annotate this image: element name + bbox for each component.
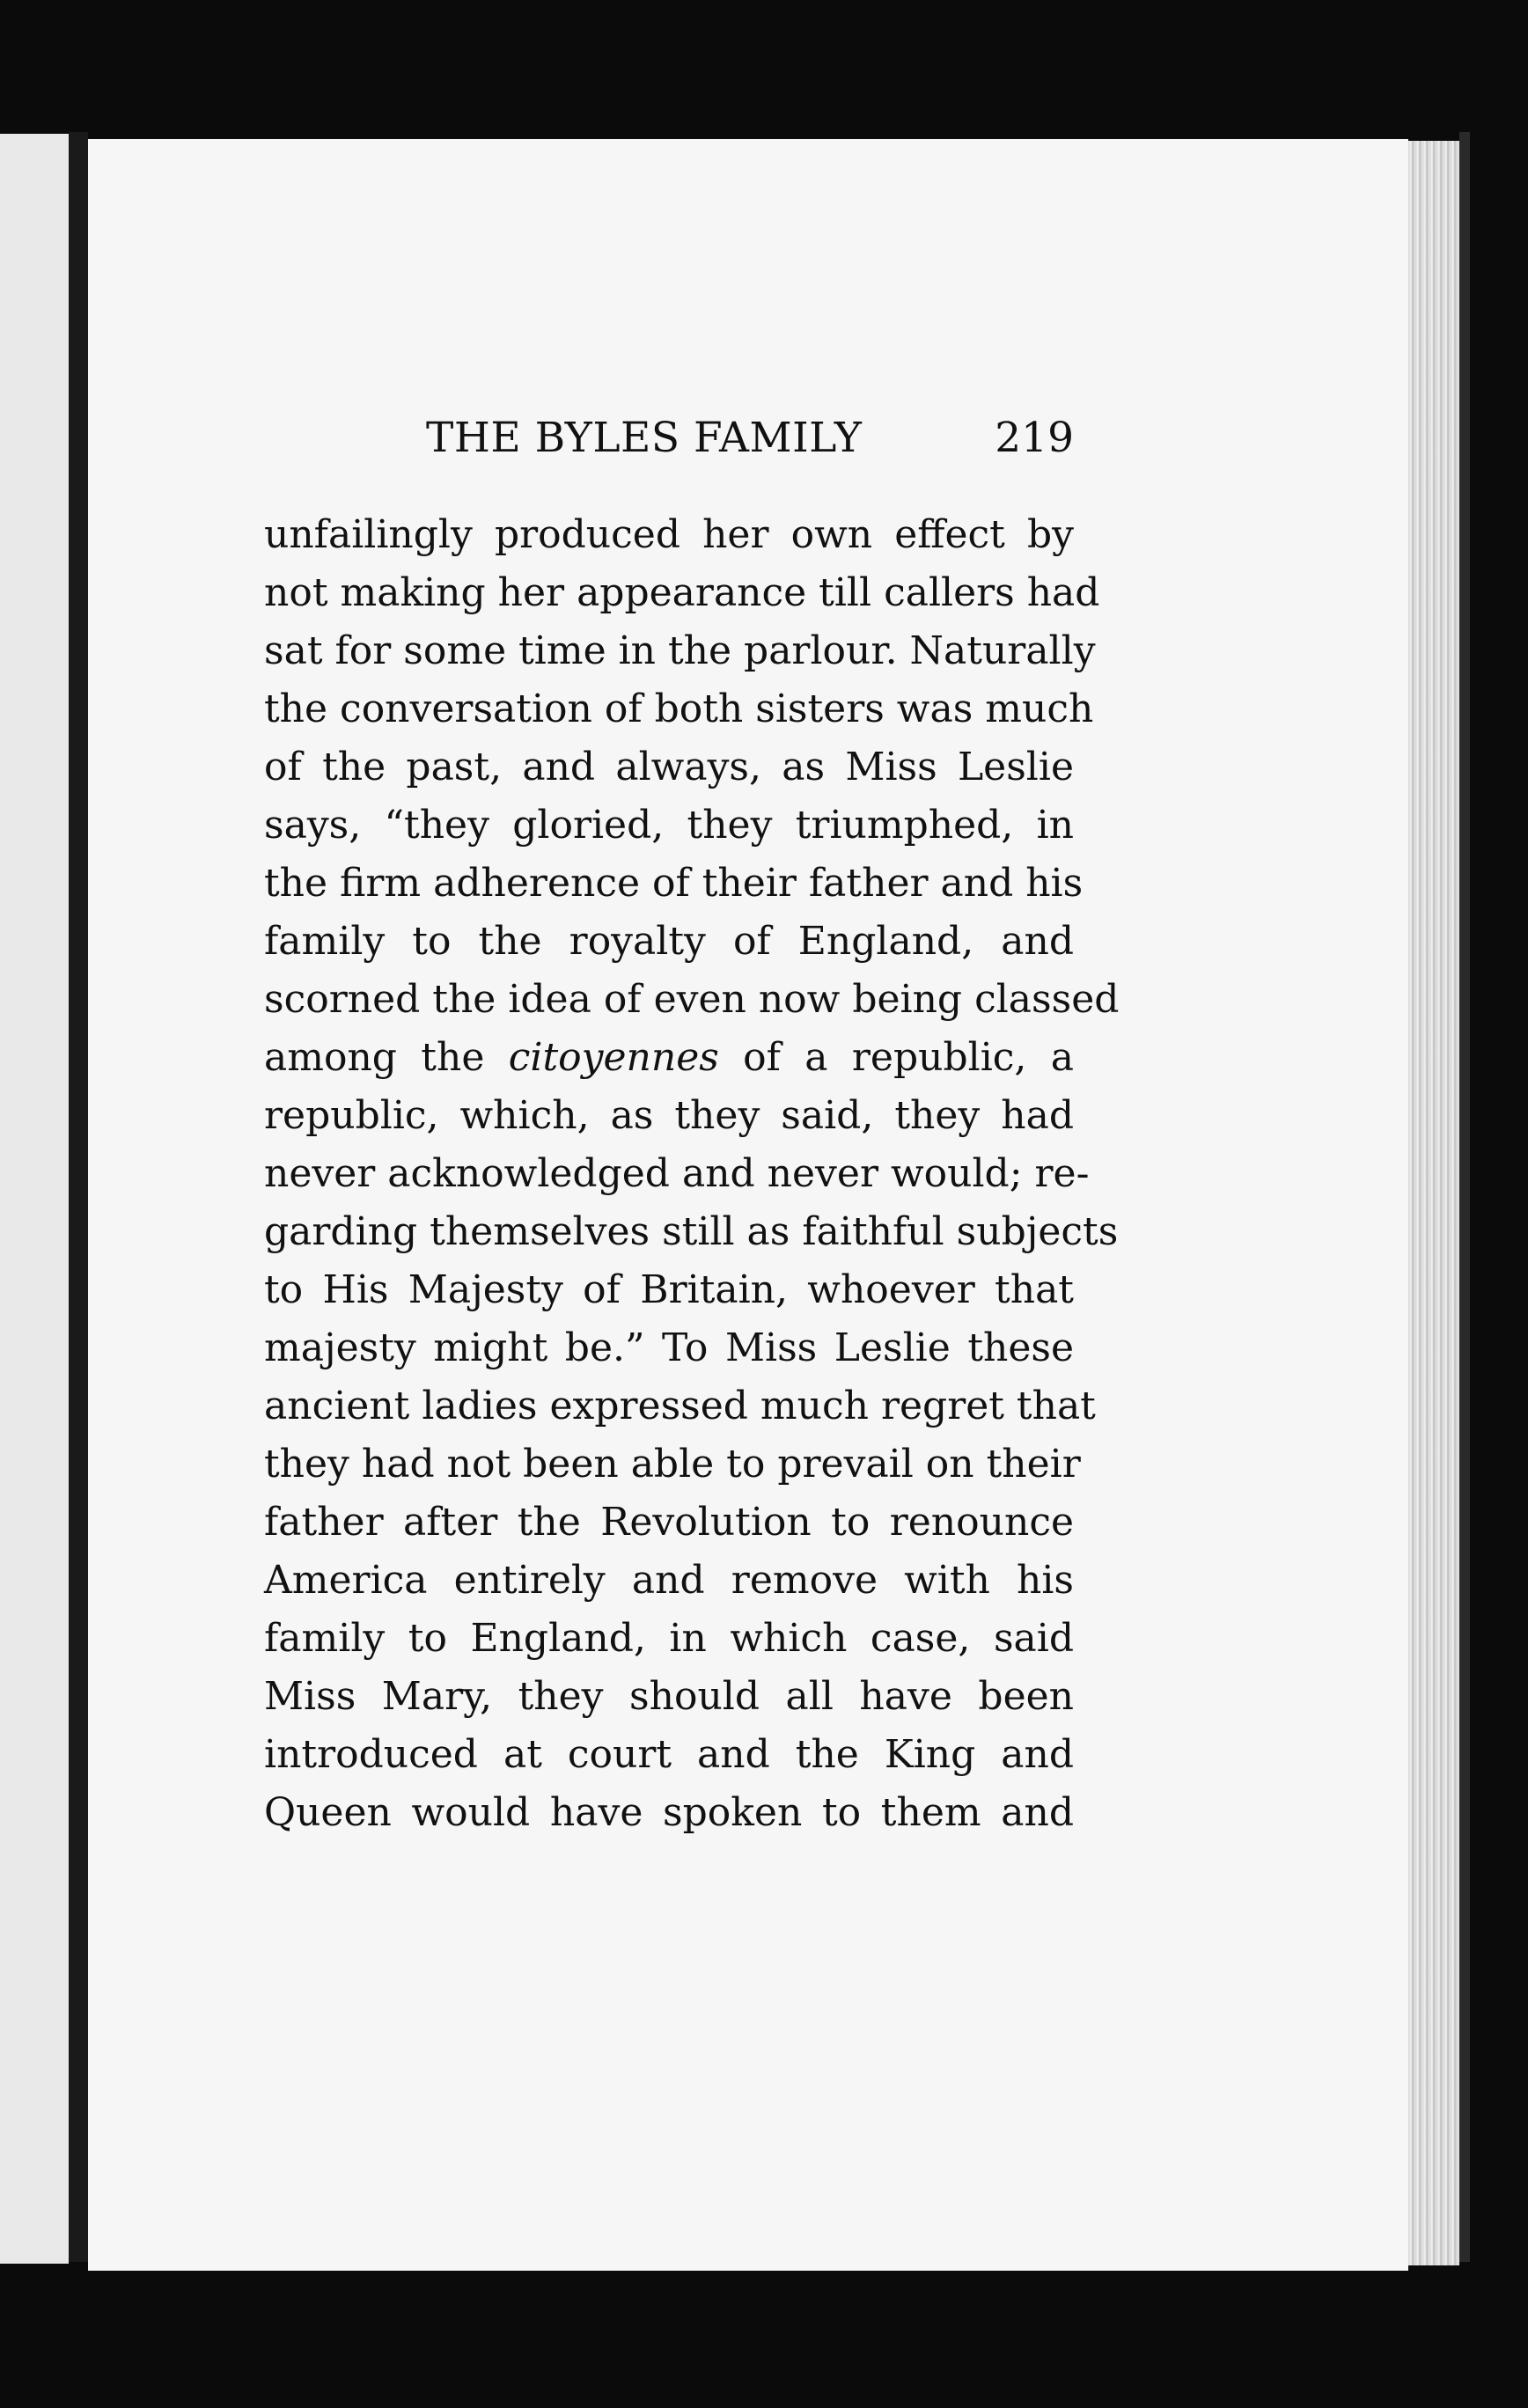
text-line [264, 1435, 1081, 1494]
text-line-content: majesty might be.” To Miss Leslie these [264, 1325, 1074, 1370]
text-line-content: ancient ladies expressed much regret that [264, 1384, 1096, 1428]
text-line-content: among the [264, 1035, 509, 1080]
text-line-content: says, “they gloried, they triumphed, in [264, 803, 1074, 848]
page-number: 219 [995, 414, 1074, 462]
text-line-content: family to the royalty of England, and [264, 919, 1074, 964]
text-line-content: the firm adherence of their father and his [264, 861, 1084, 906]
cover-edge [1459, 132, 1470, 2262]
text-line [264, 913, 1074, 971]
text-line-content: never acknowledged and never would; re- [264, 1151, 1090, 1196]
text-line-content: family to England, in which case, said [264, 1616, 1074, 1661]
text-line [264, 738, 1074, 797]
text-line-content: they had not been able to prevail on their [264, 1442, 1081, 1487]
text-line [264, 680, 1094, 738]
text-line [264, 1319, 1074, 1377]
text-line [264, 564, 1100, 622]
running-head-title: THE BYLES FAMILY [426, 414, 863, 462]
text-line-content: father after the Revolution to renounce [264, 1500, 1074, 1545]
book-gutter [69, 132, 88, 2262]
text-line-tail: of a republic, a [718, 1035, 1075, 1080]
text-line [264, 1203, 1119, 1261]
text-line-content: the conversation of both sisters was much [264, 686, 1094, 731]
text-line [264, 797, 1074, 855]
text-line [264, 622, 1096, 680]
text-line [264, 1552, 1074, 1610]
italic-word: citoyennes [508, 1035, 719, 1080]
text-line [264, 1087, 1074, 1145]
text-line [264, 855, 1084, 913]
facing-page-edge [0, 134, 69, 2264]
text-line-content: to His Majesty of Britain, whoever that [264, 1267, 1074, 1312]
running-head [264, 414, 1074, 477]
text-line-content: of the past, and always, as Miss Leslie [264, 745, 1074, 789]
text-line [264, 1029, 1074, 1087]
text-line-content: America entirely and remove with his [264, 1558, 1074, 1603]
text-line [264, 1610, 1074, 1668]
text-line [264, 1726, 1074, 1784]
text-line-content: scorned the idea of even now being classed [264, 977, 1120, 1022]
text-line [264, 1784, 1074, 1842]
text-line-content: not making her appearance till callers had [264, 570, 1100, 615]
text-line-content: sat for some time in the parlour. Naturally [264, 628, 1096, 673]
text-line [264, 971, 1120, 1029]
text-line-content: garding themselves still as faithful subjects [264, 1209, 1119, 1254]
text-line-content: introduced at court and the King and [264, 1732, 1074, 1777]
page-block-edge [1408, 141, 1459, 2265]
text-line [264, 1377, 1096, 1435]
text-line [264, 506, 1074, 564]
text-line-content: unfailingly produced her own effect by [264, 512, 1074, 557]
text-line [264, 1494, 1074, 1552]
text-line [264, 1668, 1074, 1726]
body-text [264, 506, 1120, 1842]
text-line [264, 1261, 1074, 1319]
text-line-content: Miss Mary, they should all have been [264, 1674, 1074, 1719]
text-line [264, 1145, 1090, 1203]
text-line-content: Queen would have spoken to them and [264, 1790, 1074, 1835]
text-line-content: republic, which, as they said, they had [264, 1093, 1074, 1138]
